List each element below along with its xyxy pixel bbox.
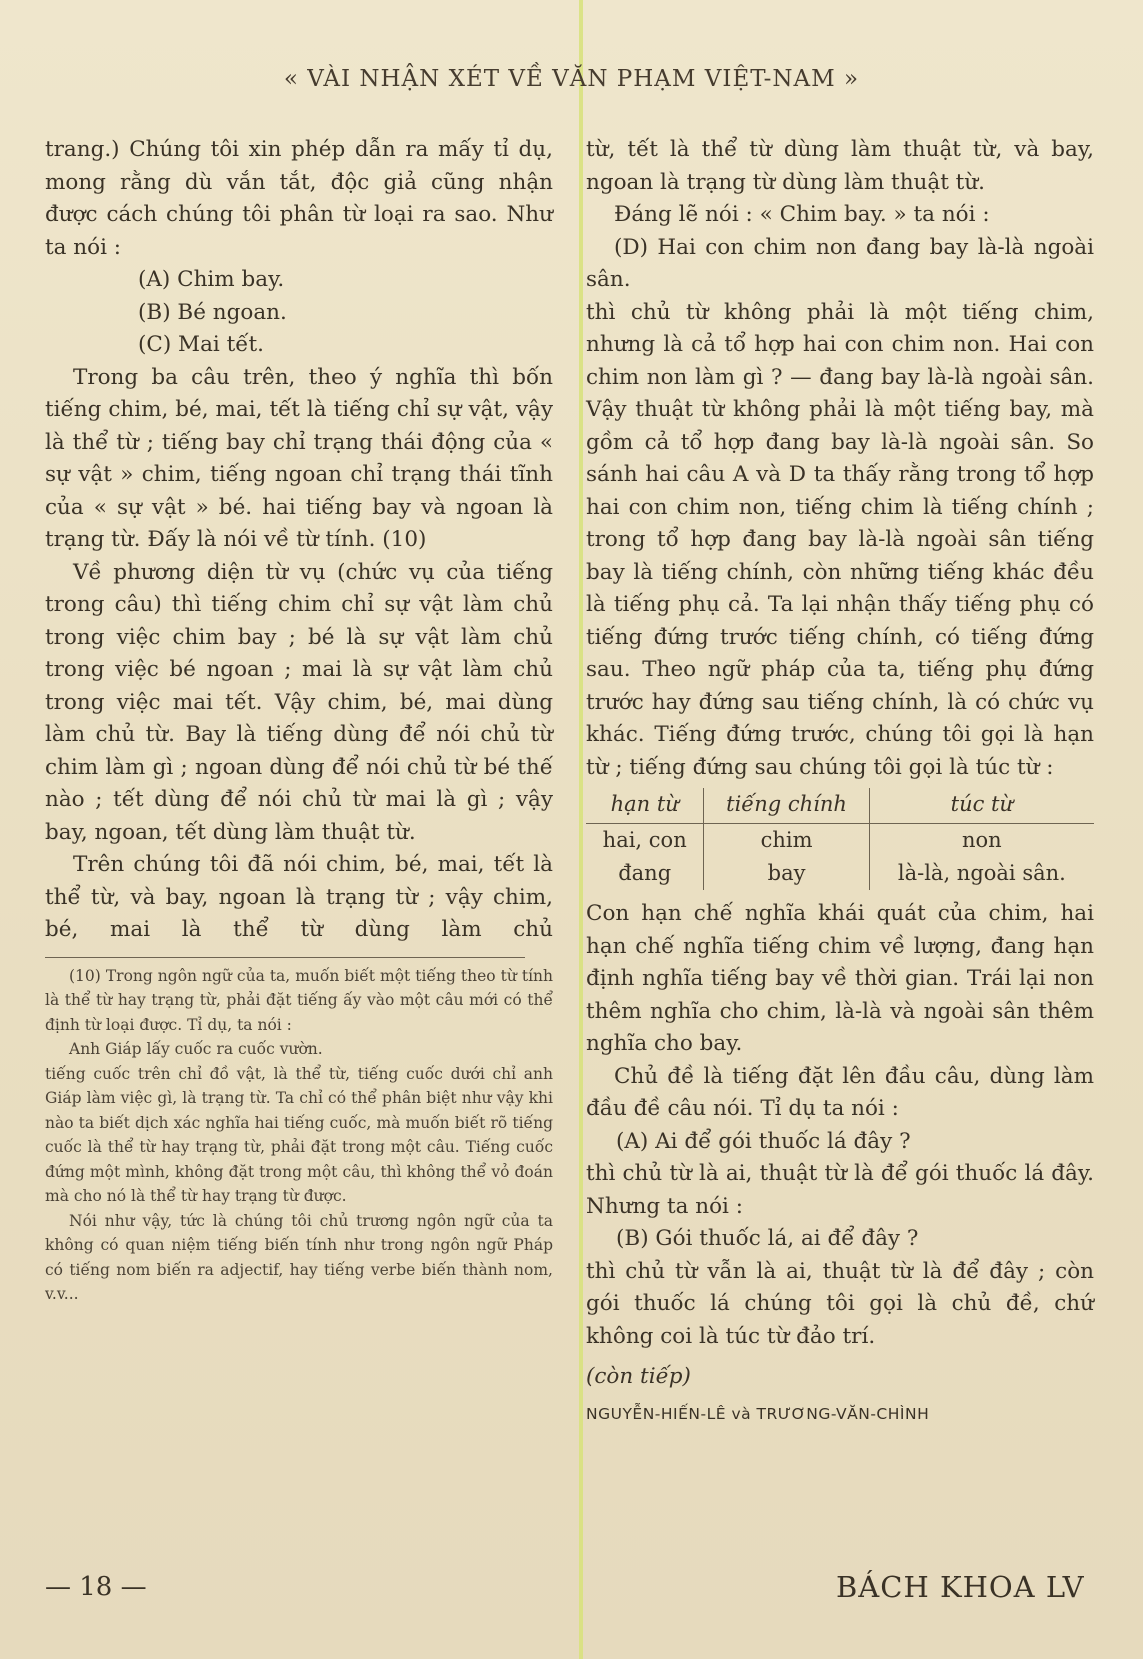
footnote: tiếng cuốc trên chỉ đồ vật, là thể từ, tiếng cuốc dưới chỉ anh Giáp làm việc gì, là trạng từ. Ta chỉ có thể phân biệt như vậy khi nào ta biết dịch xác nghĩa hai tiếng cuốc, mà muốn biết rõ tiếng cuốc là thể từ hay trạng từ, phải đặt trong một câu. Tiếng cuốc đứng một mình, không đặt trong một câu, thì không thể vỏ đoán mà cho nó là thể từ hay trạng từ được.	[45, 1064, 553, 1205]
table-cell: bay	[704, 857, 869, 890]
paragraph: Con hạn chế nghĩa khái quát của chim, hai hạn chế nghĩa tiếng chim về lượng, đang hạn định nghĩa tiếng bay về thời gian. Trái lại non thêm nghĩa cho chim, là-là và ngoài sân thêm nghĩa cho bay.	[586, 901, 1094, 1056]
table-header-row	[586, 788, 1094, 824]
example-sentence: (A) Chim bay.	[138, 267, 285, 292]
footnote: (10) Trong ngôn ngữ của ta, muốn biết một tiếng theo từ tính là thể từ hay trạng từ, phải đặt tiếng ấy vào một câu mới có thể định từ loại được. Tỉ dụ, ta nói :	[45, 966, 553, 1034]
right-column	[586, 134, 1094, 1430]
table-header: tiếng chính	[704, 788, 869, 824]
paragraph: Đáng lẽ nói : « Chim bay. » ta nói :	[614, 202, 990, 227]
paragraph: trang.) Chúng tôi xin phép dẫn ra mấy tỉ dụ, mong rằng dù vắn tắt, độc giả cũng nhận được cách chúng tôi phân từ loại ra sao. Như ta nói :	[45, 137, 553, 260]
table-header: túc từ	[869, 788, 1094, 824]
table-cell: hai, con	[602, 828, 687, 852]
page-fold-line	[579, 0, 583, 1659]
paragraph: Trên chúng tôi đã nói chim, bé, mai, tết là thể từ, và bay, ngoan là trạng từ ; vậy chim, bé, mai là thể từ dùng làm chủ	[45, 852, 553, 942]
table-row	[586, 857, 1094, 890]
running-header: « VÀI NHẬN XÉT VỀ VĂN PHẠM VIỆT-NAM »	[283, 66, 860, 92]
example-sentence: (B) Bé ngoan.	[138, 299, 287, 325]
grammar-table	[586, 788, 1094, 890]
table-cell: chim	[704, 824, 869, 858]
paragraph: thì chủ từ không phải là một tiếng chim, nhưng là cả tổ hợp hai con chim non. Hai con chim non làm gì ? — đang bay là-là ngoài sân. Vậy thuật từ không phải là một tiếng bay, mà gồm cả tổ hợp đang bay là-là ngoài sân. So sánh hai câu A và D ta thấy rằng trong tổ hợp hai con chim non, tiếng chim là tiếng chính ; trong tổ hợp đang bay là-là ngoài sân tiếng bay là tiếng chính, còn những tiếng khác đều là tiếng phụ cả. Ta lại nhận thấy tiếng phụ có tiếng đứng trước tiếng chính, có tiếng đứng sau. Theo ngữ pháp của ta, tiếng phụ đứng trước hay đứng sau tiếng chính, là có chức vụ khác. Tiếng đứng trước, chúng tôi gọi là hạn từ ; tiếng đứng sau chúng tôi gọi là túc từ :	[586, 299, 1094, 780]
table-cell: non	[962, 828, 1002, 852]
continued-note: (còn tiếp)	[586, 1364, 691, 1389]
table-row	[586, 824, 1094, 858]
paragraph: Chủ đề là tiếng đặt lên đầu câu, dùng làm đầu đề câu nói. Tỉ dụ ta nói :	[586, 1063, 1094, 1121]
footnotes	[45, 964, 553, 1307]
left-column	[45, 134, 553, 1307]
example-sentence: (B) Gói thuốc lá, ai để đây ?	[616, 1226, 919, 1251]
paragraph: Về phương diện từ vụ (chức vụ của tiếng trong câu) thì tiếng chim chỉ sự vật làm chủ trong việc chim bay ; bé là sự vật làm chủ trong việc bé ngoan ; mai là sự vật làm chủ trong việc mai tết. Vậy chim, bé, mai dùng làm chủ từ. Bay là tiếng dùng để nói chủ từ chim làm gì ; ngoan dùng để nói chủ từ bé thế nào ; tết dùng để nói chủ từ mai là gì ; vậy bay, ngoan, tết dùng làm thuật từ.	[45, 559, 553, 845]
footnote-rule	[45, 957, 525, 958]
footnote-example: Anh Giáp lấy cuốc ra cuốc vườn.	[69, 1040, 323, 1058]
example-sentence: (C) Mai tết.	[138, 332, 264, 357]
example-sentence: (D) Hai con chim non đang bay là-là ngoài sân.	[586, 234, 1094, 292]
paragraph: từ, tết là thể từ dùng làm thuật từ, và bay, ngoan là trạng từ dùng làm thuật từ.	[586, 137, 1094, 195]
paragraph: thì chủ từ là ai, thuật từ là để gói thuốc lá đây. Nhưng ta nói :	[586, 1161, 1094, 1219]
table-cell: đang	[618, 861, 672, 885]
magazine-issue: BÁCH KHOA LV	[836, 1570, 1085, 1604]
page-number: — 18 —	[45, 1572, 147, 1602]
table-cell: là-là, ngoài sân.	[897, 861, 1066, 885]
paragraph: thì chủ từ vẫn là ai, thuật từ là để đây ; còn gói thuốc lá chúng tôi gọi là chủ đề, chứ không coi là túc từ đảo trí.	[586, 1258, 1094, 1349]
example-sentence: (A) Ai để gói thuốc lá đây ?	[616, 1128, 911, 1154]
footnote: Nói như vậy, tức là chúng tôi chủ trương ngôn ngữ của ta không có quan niệm tiếng biến tính như trong ngôn ngữ Pháp có tiếng nom biến ra adjectif, hay tiếng verbe biến thành nom, v.v...	[45, 1211, 553, 1303]
paragraph: Trong ba câu trên, theo ý nghĩa thì bốn tiếng chim, bé, mai, tết là tiếng chỉ sự vật, vậy là thể từ ; tiếng bay chỉ trạng thái động của « sự vật » chim, tiếng ngoan chỉ trạng thái tĩnh của « sự vật » bé. hai tiếng bay và ngoan là trạng từ. Đấy là nói về từ tính. (10)	[45, 364, 553, 552]
table-header: hạn từ	[586, 788, 704, 824]
author-byline: NGUYỄN-HIẾN-LÊ và TRƯƠNG-VĂN-CHÌNH	[586, 1404, 930, 1423]
